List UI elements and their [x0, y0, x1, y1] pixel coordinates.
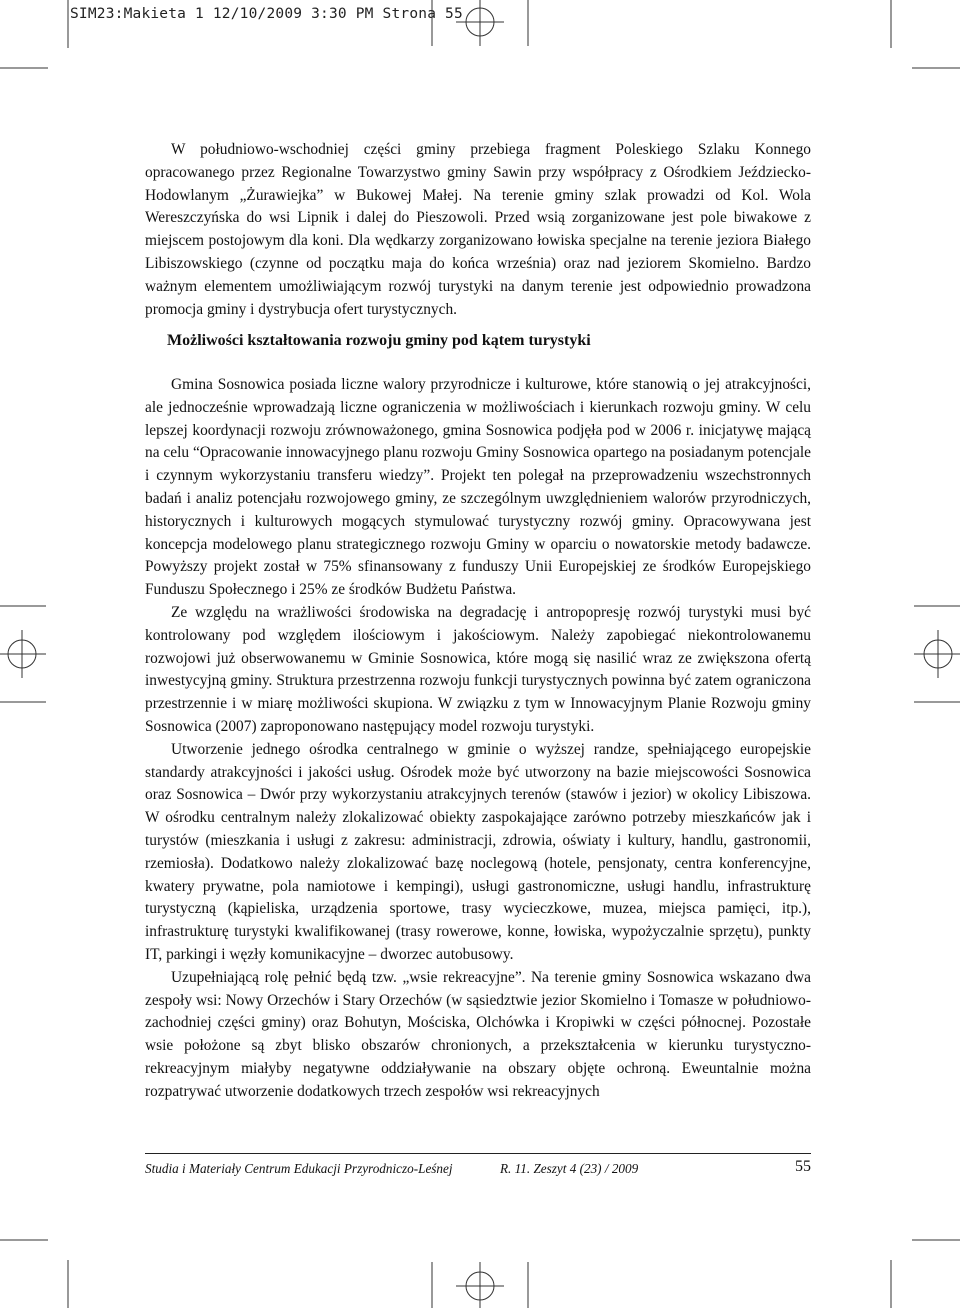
journal-title: Studia i Materiały Centrum Edukacji Przyrodniczo-Leśnej	[145, 1161, 453, 1176]
footer-rule	[145, 1153, 811, 1154]
print-slug: SIM23:Makieta 1 12/10/2009 3:30 PM Strona 55	[70, 6, 463, 22]
paragraph: Ze względu na wrażliwości środowiska na degradację i antropopresję rozwój turystyki musi być kontrolowany pod względem ilościowym i jakościowym. Należy zapobiegać niekontrolowanemu rozwojowi już obserwowanemu w Gminie Sosnowica, które mogą się nasilić wraz ze zwiększona ofertą inwestycyjną gminy. Struktura przestrzenna rozwoju funkcji turystycznych powinna być zatem ograniczona przestrzennie i w miarę możliwości skupiona. W związku z tym w Innowacyjnym Planie Rozwoju gminy Sosnowica (2007) zaproponowano następujący model rozwoju turystyki.	[145, 603, 811, 735]
section-heading: Możliwości kształtowania rozwoju gminy pod kątem turystyki	[167, 332, 591, 349]
paragraph: Gmina Sosnowica posiada liczne walory przyrodnicze i kulturowe, które stanowią o jej atrakcyjności, ale jednocześnie wprowadzają liczne ograniczenia w możliwościach i kierunkach rozwoju gminy. W celu lepszej koordynacji rozwoju zrównoważonego, gmina Sosnowica podjęła pod w 2006 r. inicjatywę mającą na celu “Opracowanie innowacyjnego planu rozwoju Gminy Sosnowica opartego na posiadanym potencjale i czynnym wykorzystaniu transferu wiedzy”. Projekt ten polegał na przeprowadzeniu wszechstronnych badań i analiz potencjału rozwojowego gminy, ze szczególnym uwzględnieniem walorów przyrodniczych, historycznych i kulturowych mogących stymulować turystyczny rozwój gminy. Opracowywana jest koncepcja modelowego planu strategicznego rozwoju Gminy w oparciu o nowatorskie metody badawcze. Powyższy projekt został w 75% sfinansowany z funduszy Unii Europejskiej ze środków Europejskiego Funduszu Społecznego i 25% ze środków Budżetu Państwa.	[145, 376, 811, 599]
issue-info: R. 11. Zeszyt 4 (23) / 2009	[500, 1161, 639, 1176]
paragraph: W południowo-wschodniej części gminy przebiega fragment Poleskiego Szlaku Konnego opracowanego przez Regionalne Towarzystwo gminy Sawin przy współpracy z Ośrodkiem Jeździecko-Hodowlanym „Żurawiejka” w Bukowej Małej. Na terenie gminy szlak prowadzi od Kol. Wola Wereszczyńska do wsi Lipnik i dalej do Pieszowoli. Przed wsią zorganizowane jest pole biwakowe z miejscem postojowym dla koni. Dla wędkarzy zorganizowano łowiska specjalne na terenie jeziora Białego Libiszowskiego (czynne od początku maja do końca września) oraz nad jeziorem Skomielno. Bardzo ważnym elementem umożliwiającym rozwój turystyki na danym terenie jest odpowiednio prowadzona promocja gminy i dystrybucja ofert turystycznych.	[145, 141, 811, 318]
paragraph: Utworzenie jednego ośrodka centralnego w gminie o wyższej randze, spełniającego europejskie standardy atrakcyjności i jakości usług. Ośrodek może być utworzony na bazie miejscowości Sosnowica oraz Sosnowica – Dwór przy wykorzystaniu atrakcyjnych terenów (stawów i jezior) w okolicy Libiszowa. W ośrodku centralnym należy zlokalizować obiekty zaspokajające zarówno potrzeby mieszkańców jak i turystów (mieszkania i usługi z zakresu: administracji, zdrowia, oświaty i kultury, handlu, gastronomii, rzemiosła). Dodatkowo należy zlokalizować bazę noclegową (hotele, pensjonaty, centra konferencyjne, kwatery prywatne, pola namiotowe i kempingi), usługi gastronomiczne, usługi handlu, infrastrukturę turystyczną (kąpieliska, urządzenia sportowe, trasy wycieczkowe, muzea, miejsca pamięci, itp.), infrastrukturę turystyki kwalifikowanej (trasy rowerowe, konne, łowiska, wypożyczalnie sprzętu), punkty IT, parkingi i węzły komunikacyjne – dworzec autobusowy.	[145, 740, 811, 963]
section-1	[145, 139, 811, 321]
page-number: 55	[795, 1158, 811, 1175]
paragraph: Uzupełniającą rolę pełnić będą tzw. „wsie rekreacyjne”. Na terenie gminy Sosnowica wskazano dwa zespoły wsi: Nowy Orzechów i Stary Orzechów (w sąsiedztwie jezior Skomielno i Tomasze w południowo-zachodniej części gminy) oraz Bohutyn, Mościska, Olchówka i Kropiwki w części północnej. Pozostałe wsie położone są zbyt blisko obszarów chronionych, a przekształcenia w kierunku turystyczno-rekreacyjnym miałyby negatywne oddziaływanie na obszary objęte ochroną. Eweuntalnie można rozpatrywać utworzenie dodatkowych trzech zespołów wsi rekreacyjnych	[145, 968, 811, 1100]
section-2	[145, 374, 811, 1104]
